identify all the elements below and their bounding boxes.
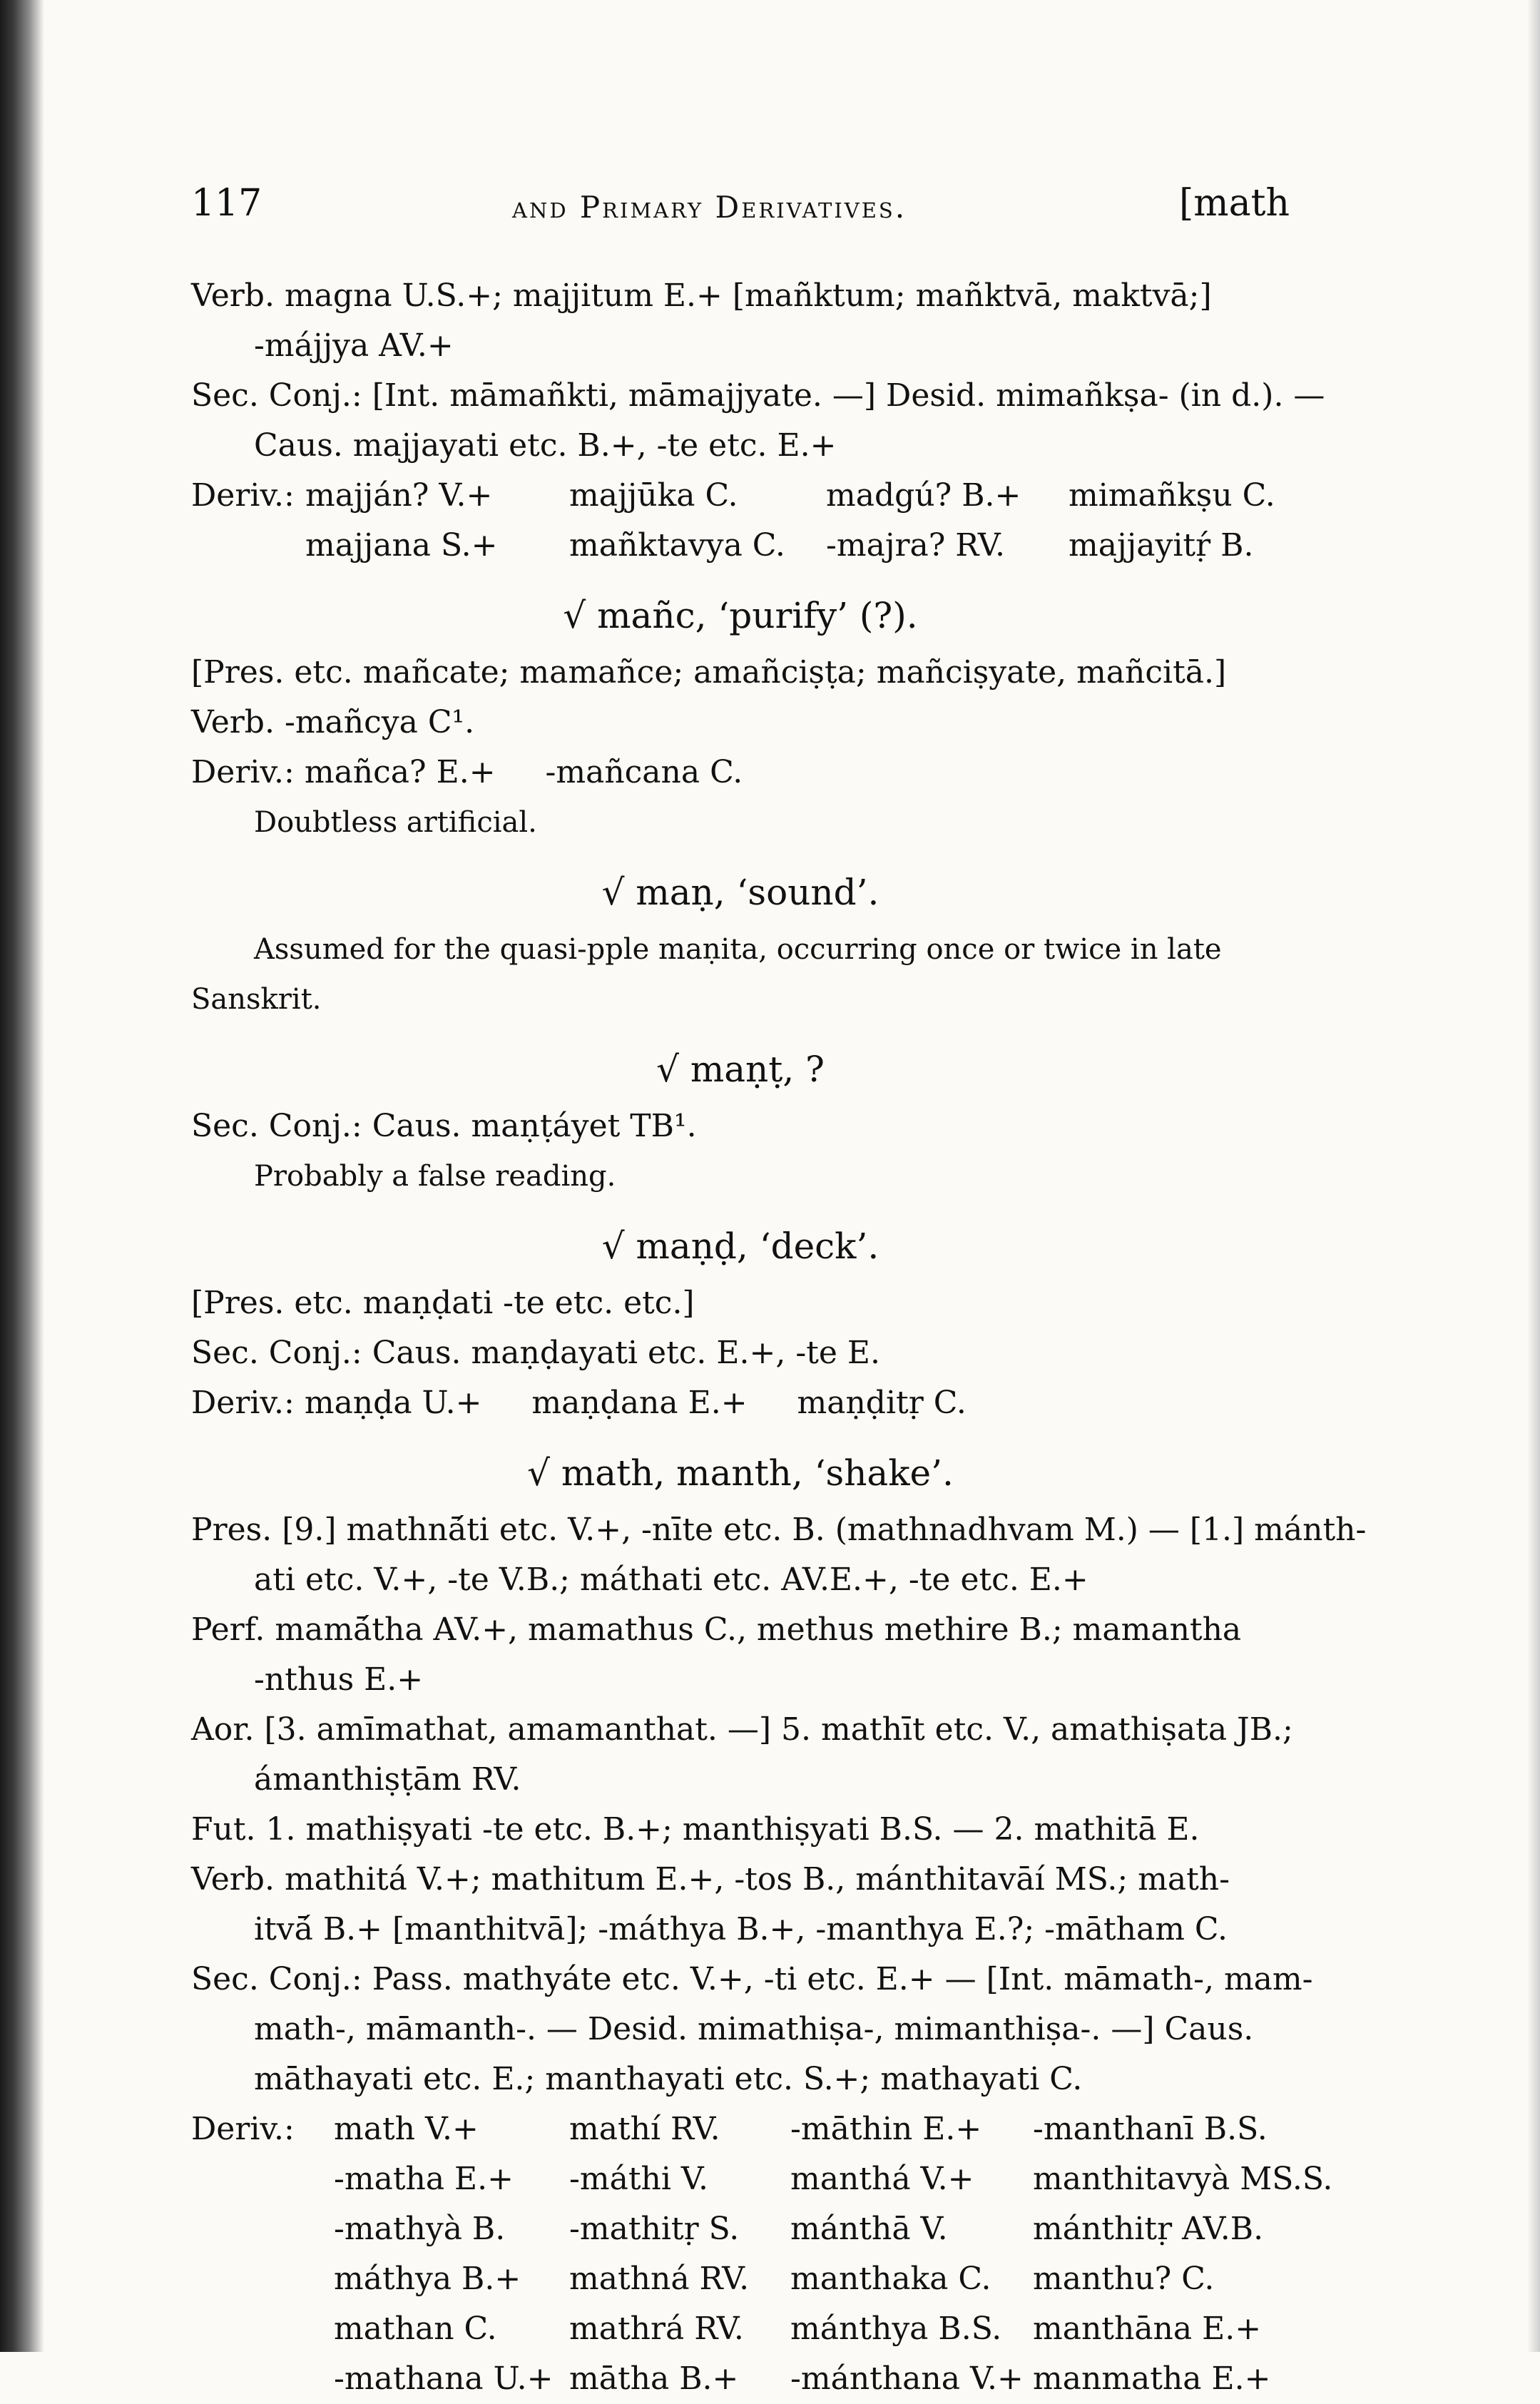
deriv-item: mánthitṛ AV.B. [1033, 2211, 1264, 2247]
manc-verb: Verb. -mañcya C¹. [191, 704, 475, 740]
deriv-item: manthaka C. [790, 2261, 991, 2297]
deriv-item: majjana S.+ [305, 527, 498, 564]
deriv-item: -manthanī B.S. [1033, 2111, 1268, 2147]
scan-shadow-left [0, 0, 44, 2352]
deriv-item: majjayitṛ́ B. [1069, 527, 1254, 564]
math-deriv-row [191, 2354, 1290, 2404]
deriv-item: mánthā V. [790, 2211, 948, 2247]
deriv-item: manthāna E.+ [1033, 2311, 1262, 2347]
deriv-item: mimañkṣu C. [1069, 477, 1275, 514]
page-number: 117 [191, 182, 262, 225]
deriv-item: manmatha E.+ [1033, 2360, 1271, 2397]
deriv-item: manthitavyà MS.S. [1033, 2161, 1333, 2197]
root-heading-math: √ math, manth, ‘shake’. [527, 1452, 954, 1494]
deriv-item: manthu? C. [1033, 2261, 1215, 2297]
math-deriv-row [191, 2104, 1290, 2154]
deriv-item: manthá V.+ [790, 2161, 974, 2197]
deriv-item: mánthya B.S. [790, 2311, 1002, 2347]
deriv-item: -mánthana V.+ [790, 2360, 1024, 2397]
deriv-item: madgú? B.+ [826, 477, 1021, 514]
math-line: ati etc. V.+, -te V.B.; máthati etc. AV.E.+, -te etc. E.+ [254, 1562, 1088, 1598]
manc-pres: [Pres. etc. mañcate; mamañce; amañciṣṭa; mañciṣyate, mañcitā.] [191, 654, 1227, 691]
math-deriv-row [191, 2304, 1290, 2354]
majj-sec-line-2: Caus. majjayati etc. B.+, -te etc. E.+ [254, 427, 837, 464]
deriv-item: mathrá RV. [569, 2311, 744, 2347]
deriv-label: Deriv.: [191, 477, 295, 514]
manc-deriv: Deriv.: mañca? E.+ -mañcana C. [191, 754, 743, 790]
deriv-item: math V.+ [334, 2111, 479, 2147]
man-line-1: Assumed for the quasi-pple maṇita, occurring once or twice in late [254, 933, 1222, 966]
deriv-item: -matha E.+ [334, 2161, 514, 2197]
mand-sec: Sec. Conj.: Caus. maṇḍayati etc. E.+, -te E. [191, 1335, 881, 1371]
deriv-item: -máthi V. [569, 2161, 708, 2197]
math-line: math-, māmanth-. — Desid. mimathiṣa-, mimanthiṣa-. —] Caus. [254, 2011, 1254, 2047]
math-line: Aor. [3. amīmathat, amamanthat. —] 5. mathīt etc. V., amathiṣata JB.; [191, 1711, 1293, 1748]
math-line: itvā́ B.+ [manthitvā]; -máthya B.+, -manthya E.?; -mātham C. [254, 1911, 1228, 1947]
deriv-item: mathan C. [334, 2311, 497, 2347]
root-heading-man: √ maṇ, ‘sound’. [601, 872, 879, 913]
majj-verb-line-2: -májjya AV.+ [254, 327, 454, 364]
root-heading-mant: √ maṇṭ, ? [656, 1049, 825, 1090]
deriv-item: máthya B.+ [334, 2261, 521, 2297]
math-line: Verb. mathitá V.+; mathitum E.+, -tos B., mánthitavāí MS.; math- [191, 1861, 1230, 1898]
math-line: māthayati etc. E.; manthayati etc. S.+; mathayati C. [254, 2061, 1083, 2097]
math-deriv-row [191, 2154, 1333, 2204]
deriv-item: -māthin E.+ [790, 2111, 982, 2147]
mant-note: Probably a false reading. [254, 1160, 616, 1193]
mand-pres: [Pres. etc. maṇḍati -te etc. etc.] [191, 1285, 695, 1321]
deriv-label: Deriv.: [191, 2111, 295, 2147]
deriv-item: -mathana U.+ [334, 2360, 554, 2397]
running-header [191, 178, 1290, 235]
root-heading-manc: √ mañc, ‘purify’ (?). [563, 595, 918, 636]
math-line: Sec. Conj.: Pass. mathyáte etc. V.+, -ti etc. E.+ — [Int. māmath-, mam- [191, 1961, 1313, 1997]
majj-verb-line-1: Verb. magna U.S.+; majjitum E.+ [mañktum; mañktvā, maktvā;] [191, 277, 1212, 314]
root-heading-mand: √ maṇḍ, ‘deck’. [601, 1226, 879, 1267]
math-line: Perf. mamā́tha AV.+, mamathus C., methus methire B.; mamantha [191, 1611, 1242, 1648]
deriv-item: mathná RV. [569, 2261, 750, 2297]
math-line: -nthus E.+ [254, 1661, 424, 1698]
deriv-item: -mathitṛ S. [569, 2211, 740, 2247]
deriv-item: majjūka C. [569, 477, 738, 514]
math-deriv-row [191, 2204, 1290, 2254]
majj-sec-line-1: Sec. Conj.: [Int. māmañkti, māmajjyate. —] Desid. mimañkṣa- (in d.). — [191, 377, 1325, 414]
deriv-item: mātha B.+ [569, 2360, 739, 2397]
deriv-item: majján? V.+ [305, 477, 493, 514]
math-line: Fut. 1. mathiṣyati -te etc. B.+; manthiṣyati B.S. — 2. mathitā E. [191, 1811, 1200, 1848]
math-line: ámanthiṣṭām RV. [254, 1761, 521, 1798]
majj-deriv-row-1 [191, 471, 1290, 521]
page-body [191, 178, 1367, 2404]
deriv-item: mathí RV. [569, 2111, 720, 2147]
deriv-item: -mathyà B. [334, 2211, 506, 2247]
majj-deriv-row-2 [191, 521, 1290, 571]
running-title: and Primary Derivatives. [512, 190, 907, 225]
deriv-item: mañktavya C. [569, 527, 785, 564]
scan-shadow-right [1527, 0, 1540, 2352]
man-line-2: Sanskrit. [191, 983, 322, 1016]
header-catchword: [math [1179, 182, 1290, 225]
deriv-item: -majra? RV. [826, 527, 1005, 564]
mand-deriv: Deriv.: maṇḍa U.+ maṇḍana E.+ maṇḍitṛ C. [191, 1385, 967, 1421]
manc-note: Doubtless artificial. [254, 806, 537, 839]
math-deriv-row [191, 2254, 1290, 2304]
math-line: Pres. [9.] mathnā́ti etc. V.+, -nīte etc. B. (mathnadhvam M.) — [1.] mánth- [191, 1512, 1367, 1548]
mant-sec: Sec. Conj.: Caus. maṇṭáyet TB¹. [191, 1108, 697, 1144]
